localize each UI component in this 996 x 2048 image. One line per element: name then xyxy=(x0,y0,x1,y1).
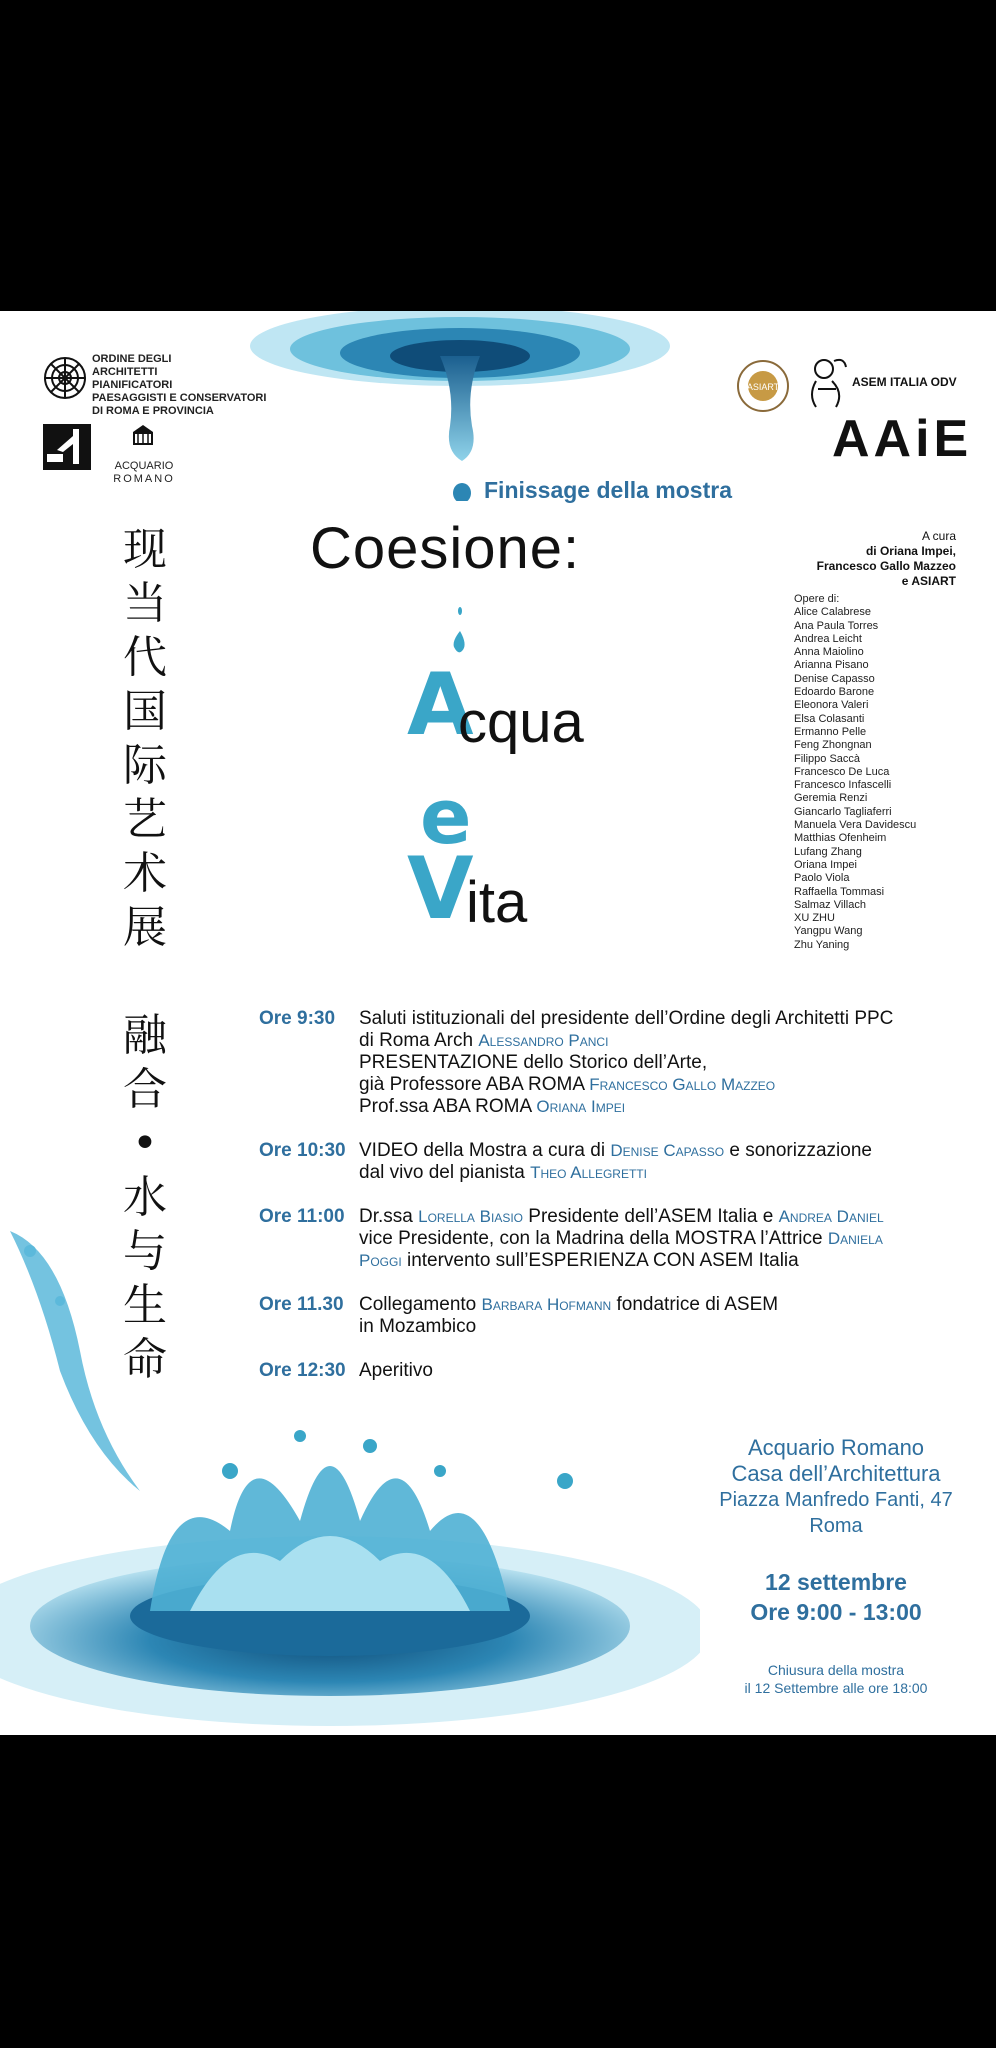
artist-name: Paolo Viola xyxy=(794,872,850,885)
program-text-segment: intervento sull’ESPERIENZA CON ASEM Italia xyxy=(401,1250,799,1271)
program-text-segment: in Mozambico xyxy=(359,1316,477,1337)
program-line xyxy=(359,1030,959,1052)
program-text-segment: vice Presidente, con la Madrina della MOSTRA l’Attrice xyxy=(359,1228,828,1249)
person-name: Daniela xyxy=(827,1229,883,1248)
artist-name: XU ZHU xyxy=(794,912,835,925)
artist-name: Francesco De Luca xyxy=(794,765,890,778)
program-text-segment: e sonorizzazione xyxy=(724,1140,872,1161)
artist-name: Raffaella Tommasi xyxy=(794,885,885,898)
artist-name: Andrea Leicht xyxy=(794,632,862,645)
program-line xyxy=(359,1206,959,1228)
artist-name: Geremia Renzi xyxy=(794,792,868,805)
program-time: Ore 9:30 xyxy=(259,1008,336,1029)
venue-line: Acquario Romano xyxy=(747,1435,925,1460)
artist-name: Ana Paula Torres xyxy=(794,619,879,632)
program-text-segment: già Professore ABA ROMA xyxy=(359,1074,590,1095)
artist-name: Matthias Ofenheim xyxy=(794,832,887,845)
cn-char: 当 xyxy=(123,578,167,629)
person-name: Theo Allegretti xyxy=(530,1163,647,1182)
cn-char: 合 xyxy=(123,1064,167,1115)
person-name: Denise Capasso xyxy=(610,1141,725,1160)
program-time: Ore 10:30 xyxy=(259,1140,346,1161)
finissage-heading: Finissage della mostra xyxy=(484,477,732,503)
program-time: Ore 12:30 xyxy=(259,1360,346,1381)
person-name: Barbara Hofmann xyxy=(481,1295,612,1314)
title-coesione: Coesione: xyxy=(310,516,581,581)
cn-char: 术 xyxy=(123,848,167,899)
date-block xyxy=(686,1567,986,1627)
aaie-logo: AAiE xyxy=(832,410,973,468)
person-name: Francesco Gallo Mazzeo xyxy=(589,1075,776,1094)
program-line xyxy=(359,1008,959,1030)
artist-entries xyxy=(794,606,916,952)
program-text-segment: Saluti istituzionali del presidente dell’Ordine degli Architetti PPC xyxy=(359,1008,894,1029)
artist-name: Oriana Impei xyxy=(794,858,857,871)
person-name: Oriana Impei xyxy=(536,1097,626,1116)
cn-char: • xyxy=(132,1118,158,1169)
artist-name: Eleonora Valeri xyxy=(794,699,869,712)
ordine-architetti-text xyxy=(92,353,266,418)
program-line xyxy=(359,1162,959,1184)
program-time: Ore 11.30 xyxy=(259,1294,344,1315)
vita-initial: V xyxy=(407,839,474,939)
person-name: Andrea Daniel xyxy=(778,1207,884,1226)
small-droplets-icon xyxy=(448,605,472,657)
asem-label: ASEM ITALIA ODV xyxy=(852,375,957,389)
cn-char: 展 xyxy=(123,902,167,953)
artist-name: Anna Maiolino xyxy=(794,646,864,659)
artist-name: Ermanno Pelle xyxy=(794,725,867,738)
venue-block xyxy=(686,1435,986,1539)
cn-char: 与 xyxy=(123,1226,167,1277)
cn-char: 艺 xyxy=(123,794,167,845)
program-item xyxy=(259,1008,959,1118)
program-text-segment: Aperitivo xyxy=(359,1360,433,1381)
curators-line: di Oriana Impei, xyxy=(865,544,956,558)
venue-line: Roma xyxy=(809,1515,863,1537)
person-name: Poggi xyxy=(359,1251,402,1270)
water-drop-illustration xyxy=(240,311,680,501)
program-text xyxy=(359,1008,959,1118)
program-text-segment: Dr.ssa xyxy=(359,1206,419,1227)
curators-line: A cura xyxy=(921,529,956,543)
artist-name: Francesco Infascelli xyxy=(794,779,892,792)
artists-list xyxy=(794,593,916,952)
acquario-line: ACQUARIO xyxy=(114,460,174,472)
artist-name: Feng Zhongnan xyxy=(794,739,872,752)
cn-char: 国 xyxy=(123,686,167,737)
artist-name: Denise Capasso xyxy=(794,672,875,685)
program-line xyxy=(359,1052,959,1074)
water-splash-illustration xyxy=(0,1231,700,1735)
svg-text:ASIART: ASIART xyxy=(746,382,780,392)
acquario-line: ROMANO xyxy=(113,473,175,485)
acqua-initial: A xyxy=(407,655,474,755)
opere-label: Opere di: xyxy=(794,593,840,605)
ordine-line: PIANIFICATORI xyxy=(92,379,173,391)
person-name: Alessandro Panci xyxy=(478,1031,609,1050)
curators-line: Francesco Gallo Mazzeo xyxy=(816,559,956,573)
artist-name: Manuela Vera Davidescu xyxy=(794,819,917,832)
asem-figure-icon xyxy=(804,355,850,413)
program-text-segment: fondatrice di ASEM xyxy=(611,1294,779,1315)
casa-architettura-logo-icon xyxy=(43,424,91,470)
artist-name: Alice Calabrese xyxy=(794,606,872,619)
program-text xyxy=(359,1140,959,1184)
poster xyxy=(0,311,996,1735)
program-text-segment: Presidente dell’ASEM Italia e xyxy=(523,1206,779,1227)
program-line xyxy=(359,1096,959,1118)
program-text-segment: Collegamento xyxy=(359,1294,482,1315)
date-hours: Ore 9:00 - 13:00 xyxy=(750,1599,922,1625)
program-text-segment: dal vivo del pianista xyxy=(359,1162,531,1183)
ordine-line: ARCHITETTI xyxy=(92,366,158,378)
person-name: Lorella Biasio xyxy=(418,1207,524,1226)
artist-name: Yangpu Wang xyxy=(794,925,863,938)
program-line xyxy=(359,1140,959,1162)
ordine-line: PAESAGGISTI E CONSERVATORI xyxy=(92,392,267,404)
artist-name: Giancarlo Tagliaferri xyxy=(794,805,892,818)
artist-name: Edoardo Barone xyxy=(794,686,875,699)
program-text-segment: Prof.ssa ABA ROMA xyxy=(359,1096,537,1117)
venue-line: Casa dell’Architettura xyxy=(731,1461,941,1486)
curators-line: e ASIART xyxy=(901,574,956,588)
artist-name: Filippo Saccà xyxy=(794,752,861,765)
program-text-segment: VIDEO della Mostra a cura di xyxy=(359,1140,611,1161)
curators-block xyxy=(770,529,956,589)
acquario-romano-logo-icon xyxy=(131,424,155,446)
closing-line: Chiusura della mostra xyxy=(767,1662,905,1678)
cn-char: 生 xyxy=(123,1280,167,1331)
program-text-segment: di Roma Arch xyxy=(359,1030,479,1051)
cn-char: 际 xyxy=(123,740,167,791)
closing-block xyxy=(686,1661,986,1697)
asiart-seal-icon xyxy=(734,359,792,413)
program-item xyxy=(259,1140,959,1184)
cn-char: 现 xyxy=(123,524,167,575)
artist-name: Arianna Pisano xyxy=(794,659,869,672)
ordine-line: ORDINE DEGLI xyxy=(92,353,172,365)
cn-char: 水 xyxy=(123,1172,167,1223)
venue-line: Piazza Manfredo Fanti, 47 xyxy=(719,1489,953,1511)
artist-name: Salmaz Villach xyxy=(794,898,866,911)
artist-name: Lufang Zhang xyxy=(794,845,862,858)
acquario-romano-label xyxy=(112,460,176,486)
cn-char: 代 xyxy=(123,632,167,683)
artist-name: Zhu Yaning xyxy=(794,938,850,951)
acqua-word: cqua xyxy=(458,690,584,755)
date-day: 12 settembre xyxy=(765,1569,907,1595)
program-time: Ore 11:00 xyxy=(259,1206,345,1227)
artist-name: Elsa Colasanti xyxy=(794,712,865,725)
vita-word: ita xyxy=(466,870,528,935)
closing-line: il 12 Settembre alle ore 18:00 xyxy=(744,1680,928,1696)
ordine-line: DI ROMA E PROVINCIA xyxy=(92,405,214,417)
chinese-title-line1 xyxy=(115,523,175,955)
cn-char: 融 xyxy=(123,1010,167,1061)
cn-char: 命 xyxy=(123,1334,167,1385)
e-letter: e xyxy=(420,772,472,861)
program-text-segment: PRESENTAZIONE dello Storico dell’Arte, xyxy=(359,1052,708,1073)
ordine-architetti-logo-icon xyxy=(42,355,88,401)
program-line xyxy=(359,1074,959,1096)
